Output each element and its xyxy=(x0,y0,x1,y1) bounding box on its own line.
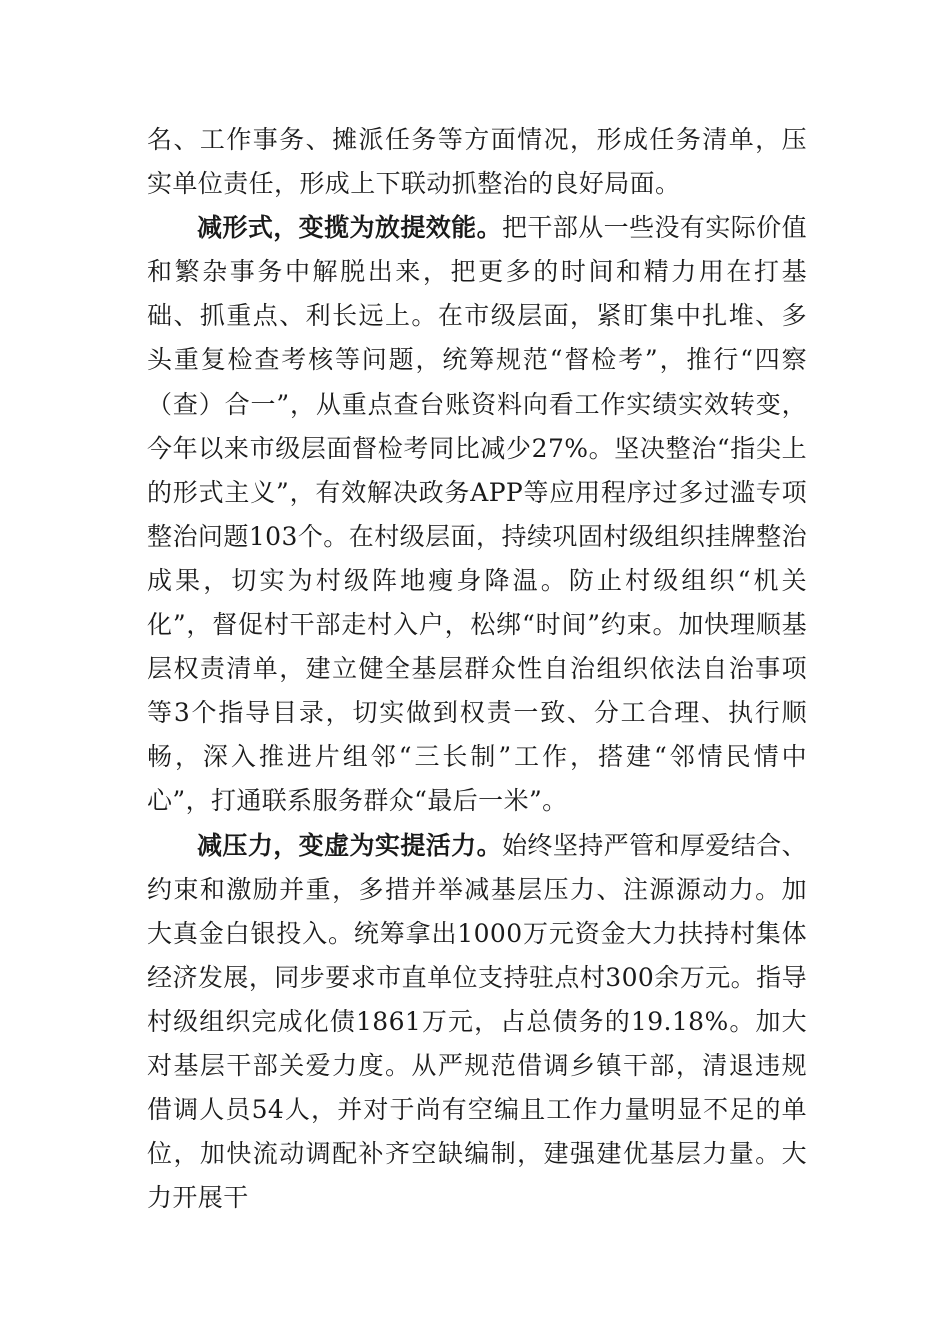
paragraph-1-text: 名、工作事务、摊派任务等方面情况，形成任务清单，压实单位责任，形成上下联动抓整治的良好局面。 xyxy=(147,125,807,199)
paragraph-2-text: 把干部从一些没有实际价值和繁杂事务中解脱出来，把更多的时间和精力用在打基础、抓重点、利长远上。在市级层面，紧盯集中扎堆、多头重复检查考核等问题，统筹规范“督检考”，推行“四察（查）合一”，从重点查台账资料向看工作实绩实效转变，今年以来市级层面督检考同比减少27%。坚决整治“指尖上的形式主义”，有效解决政务APP等应用程序过多过滥专项整治问题103个。在村级层面，持续巩固村级组织挂牌整治成果，切实为村级阵地瘦身降温。防止村级组织“机关化”，督促村干部走村入户，松绑“时间”约束。加快理顺基层权责清单，建立健全基层群众性自治组织依法自治事项等3个指导目录，切实做到权责一致、分工合理、执行顺畅，深入推进片组邻“三长制”工作，搭建“邻情民情中心”，打通联系服务群众“最后一米”。 xyxy=(147,213,807,816)
body-text xyxy=(147,118,807,1220)
paragraph-3-lead: 减压力，变虚为实提活力。 xyxy=(197,830,502,860)
paragraph-3 xyxy=(147,824,807,1221)
paragraph-1 xyxy=(147,118,807,206)
paragraph-2-lead: 减形式，变揽为放提效能。 xyxy=(197,213,502,243)
paragraph-3-text: 始终坚持严管和厚爱结合、约束和激励并重，多措并举减基层压力、注源源动力。加大真金白银投入。统筹拿出1000万元资金大力扶持村集体经济发展，同步要求市直单位支持驻点村300余万元。指导村级组织完成化债1861万元，占总债务的19.18%。加大对基层干部关爱力度。从严规范借调乡镇干部，清退违规借调人员54人，并对于尚有空编且工作力量明显不足的单位，加快流动调配补齐空缺编制，建强建优基层力量。大力开展干 xyxy=(147,830,807,1213)
paragraph-2 xyxy=(147,206,807,823)
